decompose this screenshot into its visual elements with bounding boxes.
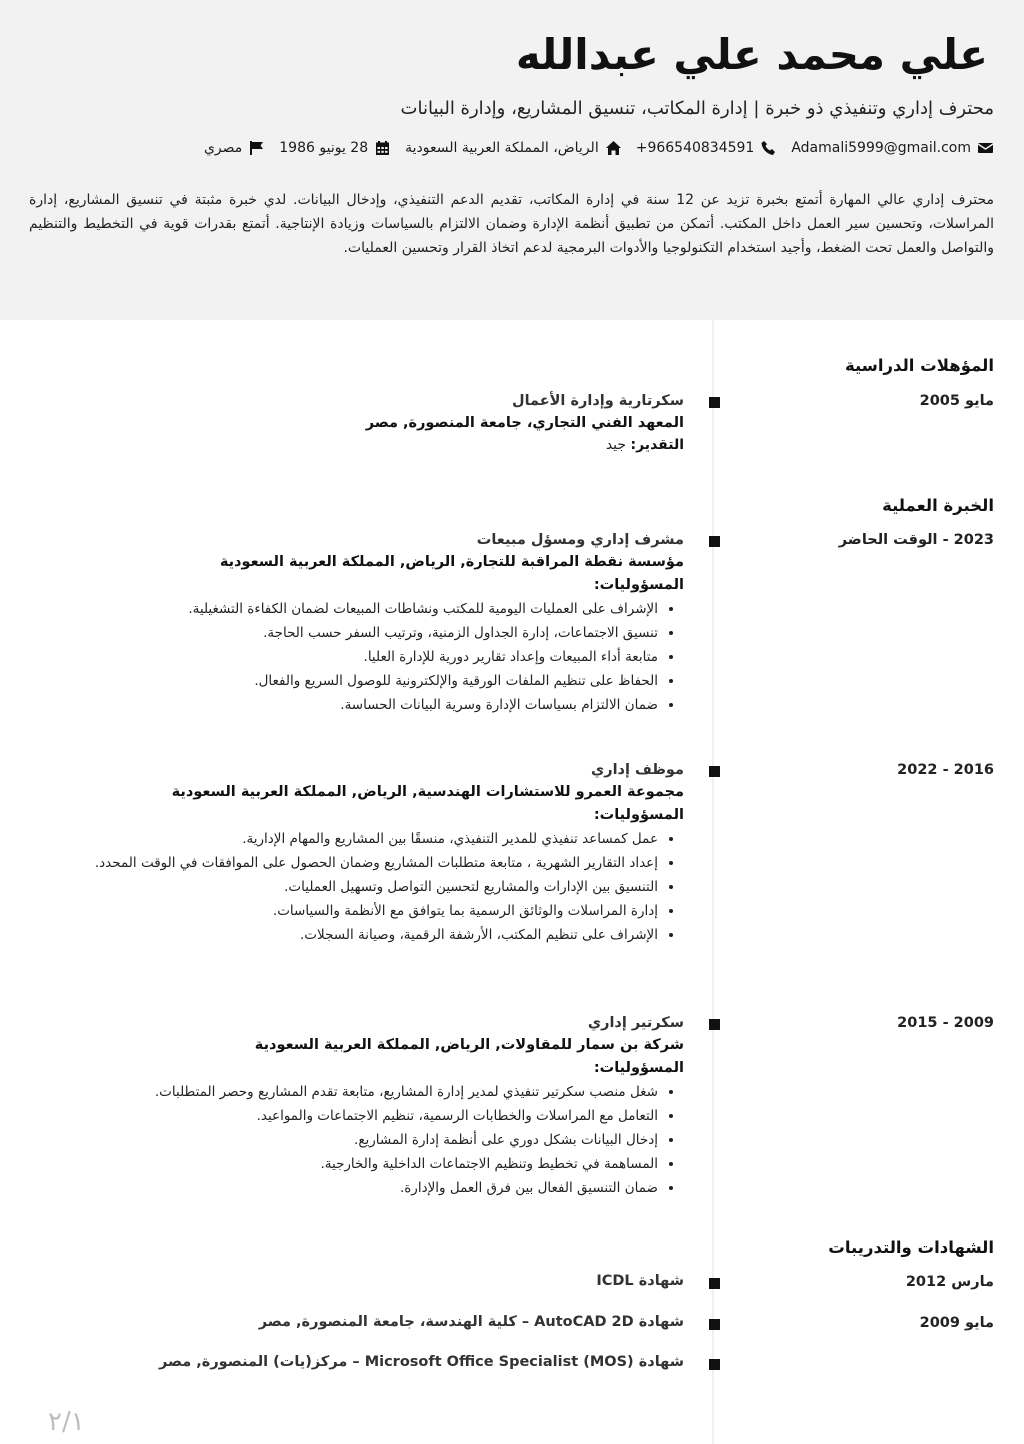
calendar-icon (374, 140, 391, 156)
certification-date: مارس 2012 (905, 1274, 994, 1290)
certification-name: شهادة ICDL (596, 1273, 684, 1289)
education-entry (34, 390, 684, 456)
entry-marker (709, 1278, 720, 1289)
flag-icon (248, 140, 265, 156)
list-item: • الحفاظ على تنظيم الملفات الورقية والإلكترونية للوصول السريع والفعال. (34, 669, 658, 693)
contact-phone[interactable] (636, 140, 778, 156)
education-section-title: المؤهلات الدراسية (844, 356, 994, 375)
experience-entry (34, 529, 684, 717)
responsibilities-label: المسؤوليات: (593, 577, 684, 593)
list-item: • إعداد التقارير الشهرية ، متابعة متطلبات المشاريع وضمان الحصول على الموافقات في الوقت المحدد. (34, 851, 658, 875)
contact-address (405, 140, 622, 156)
list-item: • عمل كمساعد تنفيذي للمدير التنفيذي، منسقًا بين المشاريع والمهام الإدارية. (34, 827, 658, 851)
entry-marker (709, 1359, 720, 1370)
contact-email[interactable] (791, 140, 994, 156)
experience-entry (34, 1012, 684, 1200)
list-item: • التنسيق بين الإدارات والمشاريع لتحسين التواصل وتسهيل العمليات. (34, 875, 658, 899)
entry-marker (709, 397, 720, 408)
grade-line (34, 434, 684, 456)
list-item: • متابعة أداء المبيعات وإعداد تقارير دورية للإدارة العليا. (34, 645, 658, 669)
contact-nationality (204, 140, 265, 156)
responsibilities-list (34, 827, 684, 947)
profile-summary: محترف إداري عالي المهارة أتمتع بخبرة تزيد عن 12 سنة في إدارة المكاتب، تقديم الدعم التنفيذي، وإدخال البيانات. لدي خبرة مثبتة في تنسيق المشاريع، إدارة المراسلات، وتحسين سير العمل داخل المكتب. أتمكن من تطبيق أنظمة الإدارة وضمان الالتزام بالسياسات وزيادة الإنتاجية. أتمتع بقدرات قوية في التخطيط والتنظيم والتواصل والعمل تحت الضغط، وأجيد استخدام التكنولوجيا والأدوات البرمجية لدعم اتخاذ القرار وتحسين العمليات. (29, 192, 994, 256)
envelope-icon (977, 140, 994, 156)
job-title: موظف إداري (590, 762, 684, 778)
responsibilities-label: المسؤوليات: (593, 807, 684, 823)
full-name: علي محمد علي عبدالله (515, 30, 988, 79)
list-item: • إدخال البيانات بشكل دوري على أنظمة إدارة المشاريع. (34, 1128, 658, 1152)
entry-marker (709, 1319, 720, 1330)
email-text: Adamali5999@gmail.com (791, 140, 971, 156)
list-item: • الإشراف على العمليات اليومية للمكتب ونشاطات المبيعات لضمان الكفاءة التشغيلية. (34, 597, 658, 621)
company-name: مؤسسة نقطة المراقبة للتجارة, الرياض, المملكة العربية السعودية (219, 554, 684, 570)
resume-header (0, 0, 1024, 320)
list-item: • التعامل مع المراسلات والخطابات الرسمية، تنظيم الاجتماعات والمواعيد. (34, 1104, 658, 1128)
job-title: مشرف إداري ومسؤل مبيعات (476, 532, 684, 548)
certification-name: شهادة AutoCAD 2D – كلية الهندسة، جامعة المنصورة, مصر (258, 1314, 684, 1330)
list-item: • ضمان التنسيق الفعال بين فرق العمل والإدارة. (34, 1176, 658, 1200)
education-date: مايو 2005 (919, 393, 994, 409)
responsibilities-label: المسؤوليات: (593, 1060, 684, 1076)
experience-date: 2016 - 2022 (897, 762, 994, 778)
institution: المعهد الفني التجاري، جامعة المنصورة, مصر (365, 415, 684, 431)
list-item: • إدارة المراسلات والوثائق الرسمية بما يتوافق مع الأنظمة والسياسات. (34, 899, 658, 923)
certification-date: مايو 2009 (919, 1315, 994, 1331)
grade-value: جيد (605, 437, 627, 453)
entry-marker (709, 1019, 720, 1030)
address-text: الرياض، المملكة العربية السعودية (405, 140, 599, 156)
phone-icon (760, 140, 777, 156)
contact-bar (204, 140, 994, 156)
responsibilities-list (34, 597, 684, 717)
column-divider (712, 320, 714, 1444)
list-item: • شغل منصب سكرتير تنفيذي لمدير إدارة المشاريع، متابعة تقدم المشاريع وحصر المتطلبات. (34, 1080, 658, 1104)
experience-date: 2009 - 2015 (897, 1015, 994, 1031)
contact-birthdate (279, 140, 391, 156)
list-item: • الإشراف على تنظيم المكتب، الأرشفة الرقمية، وصيانة السجلات. (34, 923, 658, 947)
grade-label: التقدير: (630, 437, 684, 453)
certifications-section-title: الشهادات والتدريبات (828, 1238, 994, 1257)
nationality-text: مصري (203, 140, 243, 156)
entry-marker (709, 536, 720, 547)
page-number: ٢/١ (48, 1407, 85, 1437)
list-item: • تنسيق الاجتماعات، إدارة الجداول الزمنية، وترتيب السفر حسب الحاجة. (34, 621, 658, 645)
home-icon (605, 140, 622, 156)
experience-entry (34, 759, 684, 947)
company-name: مجموعة العمرو للاستشارات الهندسية, الرياض, المملكة العربية السعودية (171, 784, 684, 800)
list-item: • ضمان الالتزام بسياسات الإدارة وسرية البيانات الحساسة. (34, 693, 658, 717)
degree-title: سكرتارية وإدارة الأعمال (511, 393, 684, 409)
experience-date: 2023 - الوقت الحاضر (838, 532, 994, 548)
experience-section-title: الخبرة العملية (882, 496, 994, 515)
company-name: شركة بن سمار للمقاولات, الرياض, المملكة العربية السعودية (254, 1037, 684, 1053)
headline: محترف إداري وتنفيذي ذو خبرة | إدارة المكاتب، تنسيق المشاريع، وإدارة البيانات (400, 98, 994, 119)
responsibilities-list (34, 1080, 684, 1200)
list-item: • المساهمة في تخطيط وتنظيم الاجتماعات الداخلية والخارجية. (34, 1152, 658, 1176)
birthdate-text: 28 يونيو 1986 (279, 140, 369, 156)
entry-marker (709, 766, 720, 777)
phone-text: 966540834591+ (635, 140, 755, 156)
job-title: سكرتير إداري (587, 1015, 684, 1031)
certification-name: شهادة Microsoft Office Specialist (MOS) – مركز(يات) المنصورة, مصر (158, 1354, 684, 1370)
